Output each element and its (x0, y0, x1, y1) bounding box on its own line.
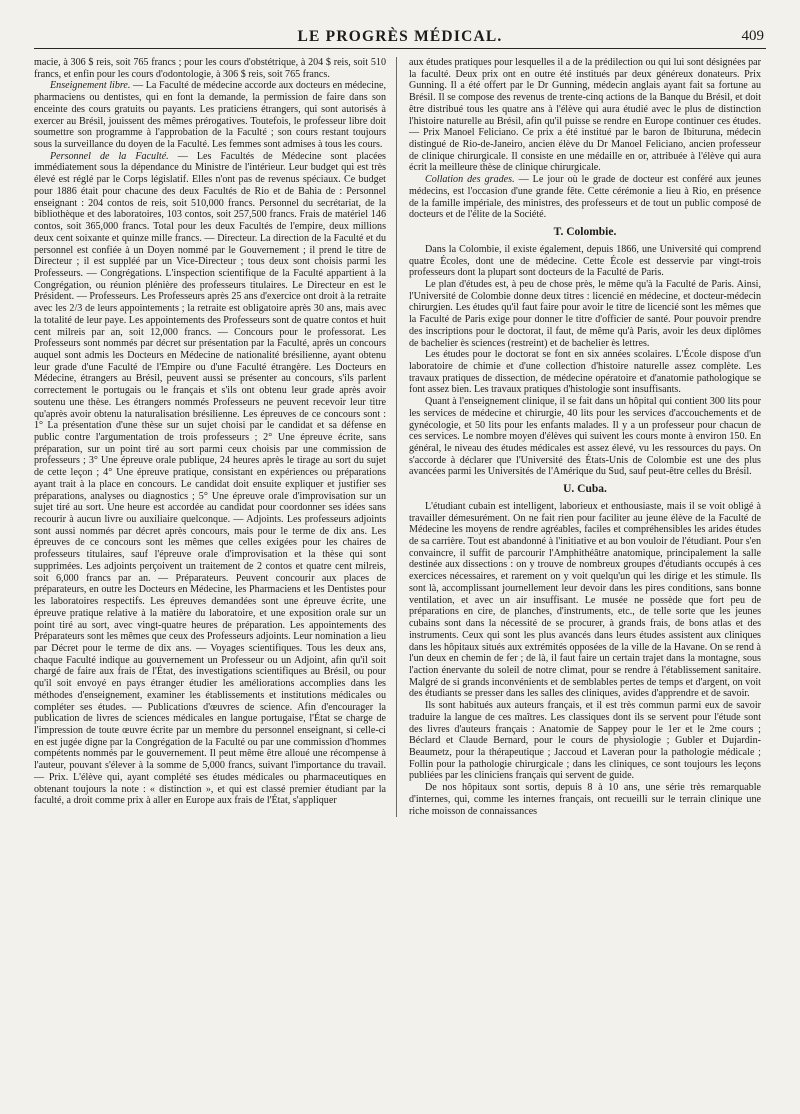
section-heading-cuba: U. Cuba. (563, 483, 607, 496)
paragraph (34, 80, 386, 150)
paragraph: Dans la Colombie, il existe également, depuis 1866, une Université qui comprend quatre Écoles, dont une de médecine. Cette École est desservie par vingt-trois professeurs dont la plupart sont docteurs de la Faculté de Paris. (409, 243, 761, 279)
paragraph: L'étudiant cubain est intelligent, laborieux et enthousiaste, mais il se voit obligé à travailler démesurément. On ne fait rien pour faciliter au jeune élève de la Faculté de Médecine les moyens de rendre agréables, faciles et compréhensibles les arides études de sa carrière. Tout est abandonné à l'initiative et au bon vouloir de l'étudiant. Pour s'en convaincre, il suffit de parcourir l'Amphithéâtre anatomique, principalement la salle destinée aux dissections : on y trouve de nombreux groupes d'étudiants occupés à ces exercices nécessaires, et rarement on y voit quelqu'un qui les dirige et les stimule. Ils sont là, accomplissant journellement leur devoir dans les pires conditions, sans bonne ventilation, et avec un air insuffisant. Le musée ne possède que fort peu de préparations en cire, de planches, d'instruments, etc., de telle sorte que les jeunes cubains sont dans la nécessité de se procurer, à grands frais, de bons atlas et des instruments. Ceux qui sont les plus avancés dans leurs études assistent aux cliniques dans les hôpitaux situés aux extrémités opposées de la ville de la Havane. On se rend à l'un deux en chemin de fer ; de là, il faut faire un certain trajet dans la montagne, sous l'action énervante du soleil de notre climat, pour se rendre à l'établissement sanitaire. Malgré de si grands inconvénients et de semblables pertes de temps et d'argent, on voit des étudiants se presser dans les salles des cliniques, avides d'apprendre et de savoir. (409, 500, 761, 700)
paragraph: Le plan d'études est, à peu de chose près, le même qu'à la Faculté de Paris. Ainsi, l'Université de Colombie donne deux titres : licencié en médecine, et docteur-médecin chirurgien. Les études qu'il faut faire pour avoir le titre de licencié sont les mêmes que la Faculté de Paris exige pour donner le titre d'officier de santé. Pour pouvoir prendre des inscriptions pour le doctorat, il faut, de même qu'à Paris, avoir les deux diplômes de bachelier ès sciences (restreint) et de bachelier ès lettres. (409, 278, 761, 349)
section-heading-colombie: T. Colombie. (553, 226, 617, 239)
running-title: LE PROGRÈS MÉDICAL. (297, 28, 503, 45)
paragraph (409, 174, 761, 221)
paragraph-text: — La Faculté de médecine accorde aux docteurs en médecine, pharmaciens ou dentistes, qui en font la demande, la permission de faire dans son enceinte des cours gratuits ou payants. Les praticiens étrangers, qui sont autorisés à exercer au Brésil, jouissent des mêmes prérogatives. Toutefois, le professeur libre doit soumettre son programme à l'approbation de la Faculté ; son cours restant toujours sous la surveillance du doyen de la Faculté. Les femmes sont admises à tous les cours. (34, 80, 386, 151)
paragraph: De nos hôpitaux sont sortis, depuis 8 à 10 ans, une série très remarquable d'internes, qui, comme les internes français, ont recueilli sur le terrain clinique une riche moisson de connaissances (409, 782, 761, 817)
paragraph: Les études pour le doctorat se font en six années scolaires. L'École dispose d'un laboratoire de chimie et d'une collection d'histoire naturelle assez complète. Les travaux pratiques de dissection, de médecine opératoire et d'anatomie pathologique se font assez bien. Les travaux pratiques d'histologie sont insuffisants. (409, 349, 761, 396)
two-column-body (34, 57, 766, 817)
section-lead: Personnel de la Faculté. (50, 150, 169, 162)
paragraph: macie, à 306 $ reis, soit 765 francs ; pour les cours d'obstétrique, à 204 $ reis, soit 510 francs, et enfin pour les cours d'odontologie, à 306 $ reis, soit 765 francs. (34, 57, 386, 80)
left-column (34, 57, 397, 817)
running-header (34, 28, 766, 49)
paragraph: Ils sont habitués aux auteurs français, et il est très commun parmi eux de savoir traduire la langue de ces maîtres. Les classiques dont ils se servent pour l'étude sont des livres d'auteurs français : Anatomie de Sappey pour le 1er et le 2me cours ; Béclard et Claude Bernard, pour le cours de physiologie ; Gubler et Dujardin-Beaumetz, pour la thérapeutique ; Jaccoud et Laveran pour la pathologie médicale ; Follin pour la pathologie chirurgicale ; dans les cliniques, ce sont toujours les leçons publiées par les cliniciens français qui servent de guide. (409, 700, 761, 782)
section-lead: Collation des grades. (425, 174, 515, 186)
section-lead: Enseignement libre. (50, 80, 131, 92)
paragraph: aux études pratiques pour lesquelles il a de la prédilection ou qui lui sont désignées par la faculté. Deux prix ont en outre été institués par deux généreux donateurs. Prix Gunning. Il a été offert par le Dr Gunning, médecin anglais ayant fait sa fortune au Brésil. Il se compose des revenus de trente-cinq actions de la Banque du Brésil, et doit être distribué tous les quatre ans à l'élève qui aura étudié avec le plus de distinction l'histoire naturelle au Brésil, afin qu'il puisse se rendre en Europe continuer ces études. — Prix Manoel Feliciano. Ce prix a été institué par le baron de Ibituruna, médecin distingué de Rio-de-Janeiro, ancien élève du Dr Manoel Feliciano, ancien professeur de clinique chirurgicale. Il consiste en une médaille en or, attribuée à l'élève qui aura écrit la meilleure thèse de clinique chirurgicale. (409, 57, 761, 174)
paragraph-text: — Les Facultés de Médecine sont placées immédiatement sous la dépendance du Ministre de l'intérieur. Leur budget qui est très élevé est réglé par le Corps législatif. Elles n'ont pas de revenus spéciaux. Ce budget pour 1886 était pour chacune des deux Facultés de Rio et de Bahia de : Personnel enseignant : 204 contos de reis, soit 510,000 francs. Personnel du secrétariat, de la bibliothèque et des laboratoires, 103 contos, soit 257,500 francs. Frais de matériel 146 contos, soit 365,000 francs. Total pour les deux Facultés de l'empire, deux millions deux cent soixante et quinze mille francs. — Directeur. La direction de la Faculté et du personnel est confiée à un Doyen nommé par le Gouvernement ; il prend le titre de Directeur ; il est suppléé par un Vice-Directeur ; tous deux sont choisis parmi les Professeurs. — Congrégations. L'inspection scientifique de la Faculté appartient à la Congrégation, ou réunion plénière des professeurs titulaires. Le Directeur en est le Président. — Professeurs. Les Professeurs après 25 ans d'exercice ont droit à la retraite avec les 2/3 de leurs appointements ; la retraite est obligatoire après 30 ans, mais avec la totalité de leur paye. Les appointements des Professeurs sont de quatre contos et huit cent milreis par an, soit 12,000 francs. — Concours pour le professorat. Les Professeurs sont nommés par décret sur présentation par la Faculté, après un concours auquel sont admis les Docteurs en Médecine de nationalité brésilienne, ayant obtenu leur grade d'une Faculté de l'Empire ou d'une Faculté étrangère. Les Docteurs en Médecine, étrangers au Brésil, peuvent aussi se présenter au concours, s'ils parlent correctement le portugais ou le français et s'ils ont obtenu leur grade après avoir soutenu une thèse. Les étrangers nommés Professeurs ne peuvent recevoir leur titre qu'après avoir obtenu la naturalisation brésilienne. Les épreuves de ce concours sont : 1° La présentation d'une thèse sur un sujet choisi par le candidat et sa défense en public contre l'argumentation de trois professeurs ; 2° Une épreuve écrite, sans préparation, sur un point tiré au sort parmi ceux choisis par une commission de professeurs ; 3° Une épreuve orale publique, 24 heures après le tirage au sort du sujet de cette leçon ; 4° Une épreuve pratique, consistant en expériences ou préparations ayant trait à la place en concours. Le candidat doit ensuite expliquer et justifier ses préparations, analyses ou diagnostics ; 5° Une épreuve orale d'improvisation sur un sujet tiré au sort. Une heure est accordée au candidat pour coordonner ses idées sans recourir à aucun livre ou auxiliaire quelconque. — Adjoints. Les professeurs adjoints sont aussi nommés par décret après concours, mais pour le terme de dix ans. Les épreuves de ce concours sont les mêmes que celles exigées pour les chaires de professeurs titulaires, sauf l'épreuve orale d'improvisation et la thèse qui sont supprimées. Les adjoints perçoivent un traitement de 2 contos et quatre cent milreis, soit 6,000 francs par an. — Préparateurs. Peuvent concourir aux places de préparateurs, en outre les Docteurs en Médecine, les Pharmaciens et les Dentistes pour les laboratoires respectifs. Les épreuves demandées sont une épreuve écrite, une épreuve pratique relative à la matière du laboratoire, et une exposition orale sur un point tiré au sort, avec vingt-quatre heures de préparation. Les appointements des Préparateurs sont les mêmes que ceux des Professeurs adjoints. Leur nomination a lieu par Décret pour le terme de dix ans. — Voyages scientifiques. Tous les deux ans, chaque Faculté indique au gouvernement un Professeur ou un Adjoint, afin qu'il soit chargé de faire aux frais de l'État, des investigations scientifiques au Brésil, ou pour qu'il soit envoyé en pays étranger étudier les améliorations accomplies dans les méthodes d'enseignement, examiner les établissements et institutions médicales ou compléter ses études. — Publications d'œuvres de science. Afin d'encourager la publication de livres de sciences médicales en langue portugaise, l'État se charge de l'impression de toute œuvre écrite par un membre du personnel enseignant, si celle-ci en est jugée digne par la Congrégation de la Faculté ou par une commission d'hommes compétents nommés par le gouvernement. Il peut même être alloué une récompense à l'auteur, pouvant s'élever à la somme de 5,000 francs, suivant l'importance du travail. — Prix. L'élève qui, ayant complété ses études médicales ou pharmaceutiques en obtenant toujours la note : « distinction », et qui est classé premier étudiant par la faculté, a droit comme prix à aller en Europe aux frais de l'État, s'appliquer (34, 150, 386, 807)
paragraph: Quant à l'enseignement clinique, il se fait dans un hôpital qui contient 300 lits pour les services de médecine et chirurgie, 40 lits pour les services d'accouchements et de gynécologie, et 50 lits pour les enfants malades. Il y a un professeur pour chacun de ces services. Le nombre moyen d'élèves qui suivent les cours monte à environ 150. En général, le niveau des études médicales est assez élevé, vu les ressources du pays. On s'accorde à déclarer que l'Université des États-Unis de Colombie est une des plus avancées parmi les Universités de l'Amérique du Sud, sauf peut-être celles du Brésil. (409, 396, 761, 478)
page-number: 409 (741, 28, 764, 44)
paragraph-text: — Le jour où le grade de docteur est conféré aux jeunes médecins, est l'occasion d'une grande fête. Cette cérémonie a lieu à Rio, en présence de la famille impériale, des ministres, des professeurs et de tout un public composé de docteurs et de l'élite de la Société. (409, 174, 761, 221)
paragraph (34, 151, 386, 807)
right-column (397, 57, 761, 817)
